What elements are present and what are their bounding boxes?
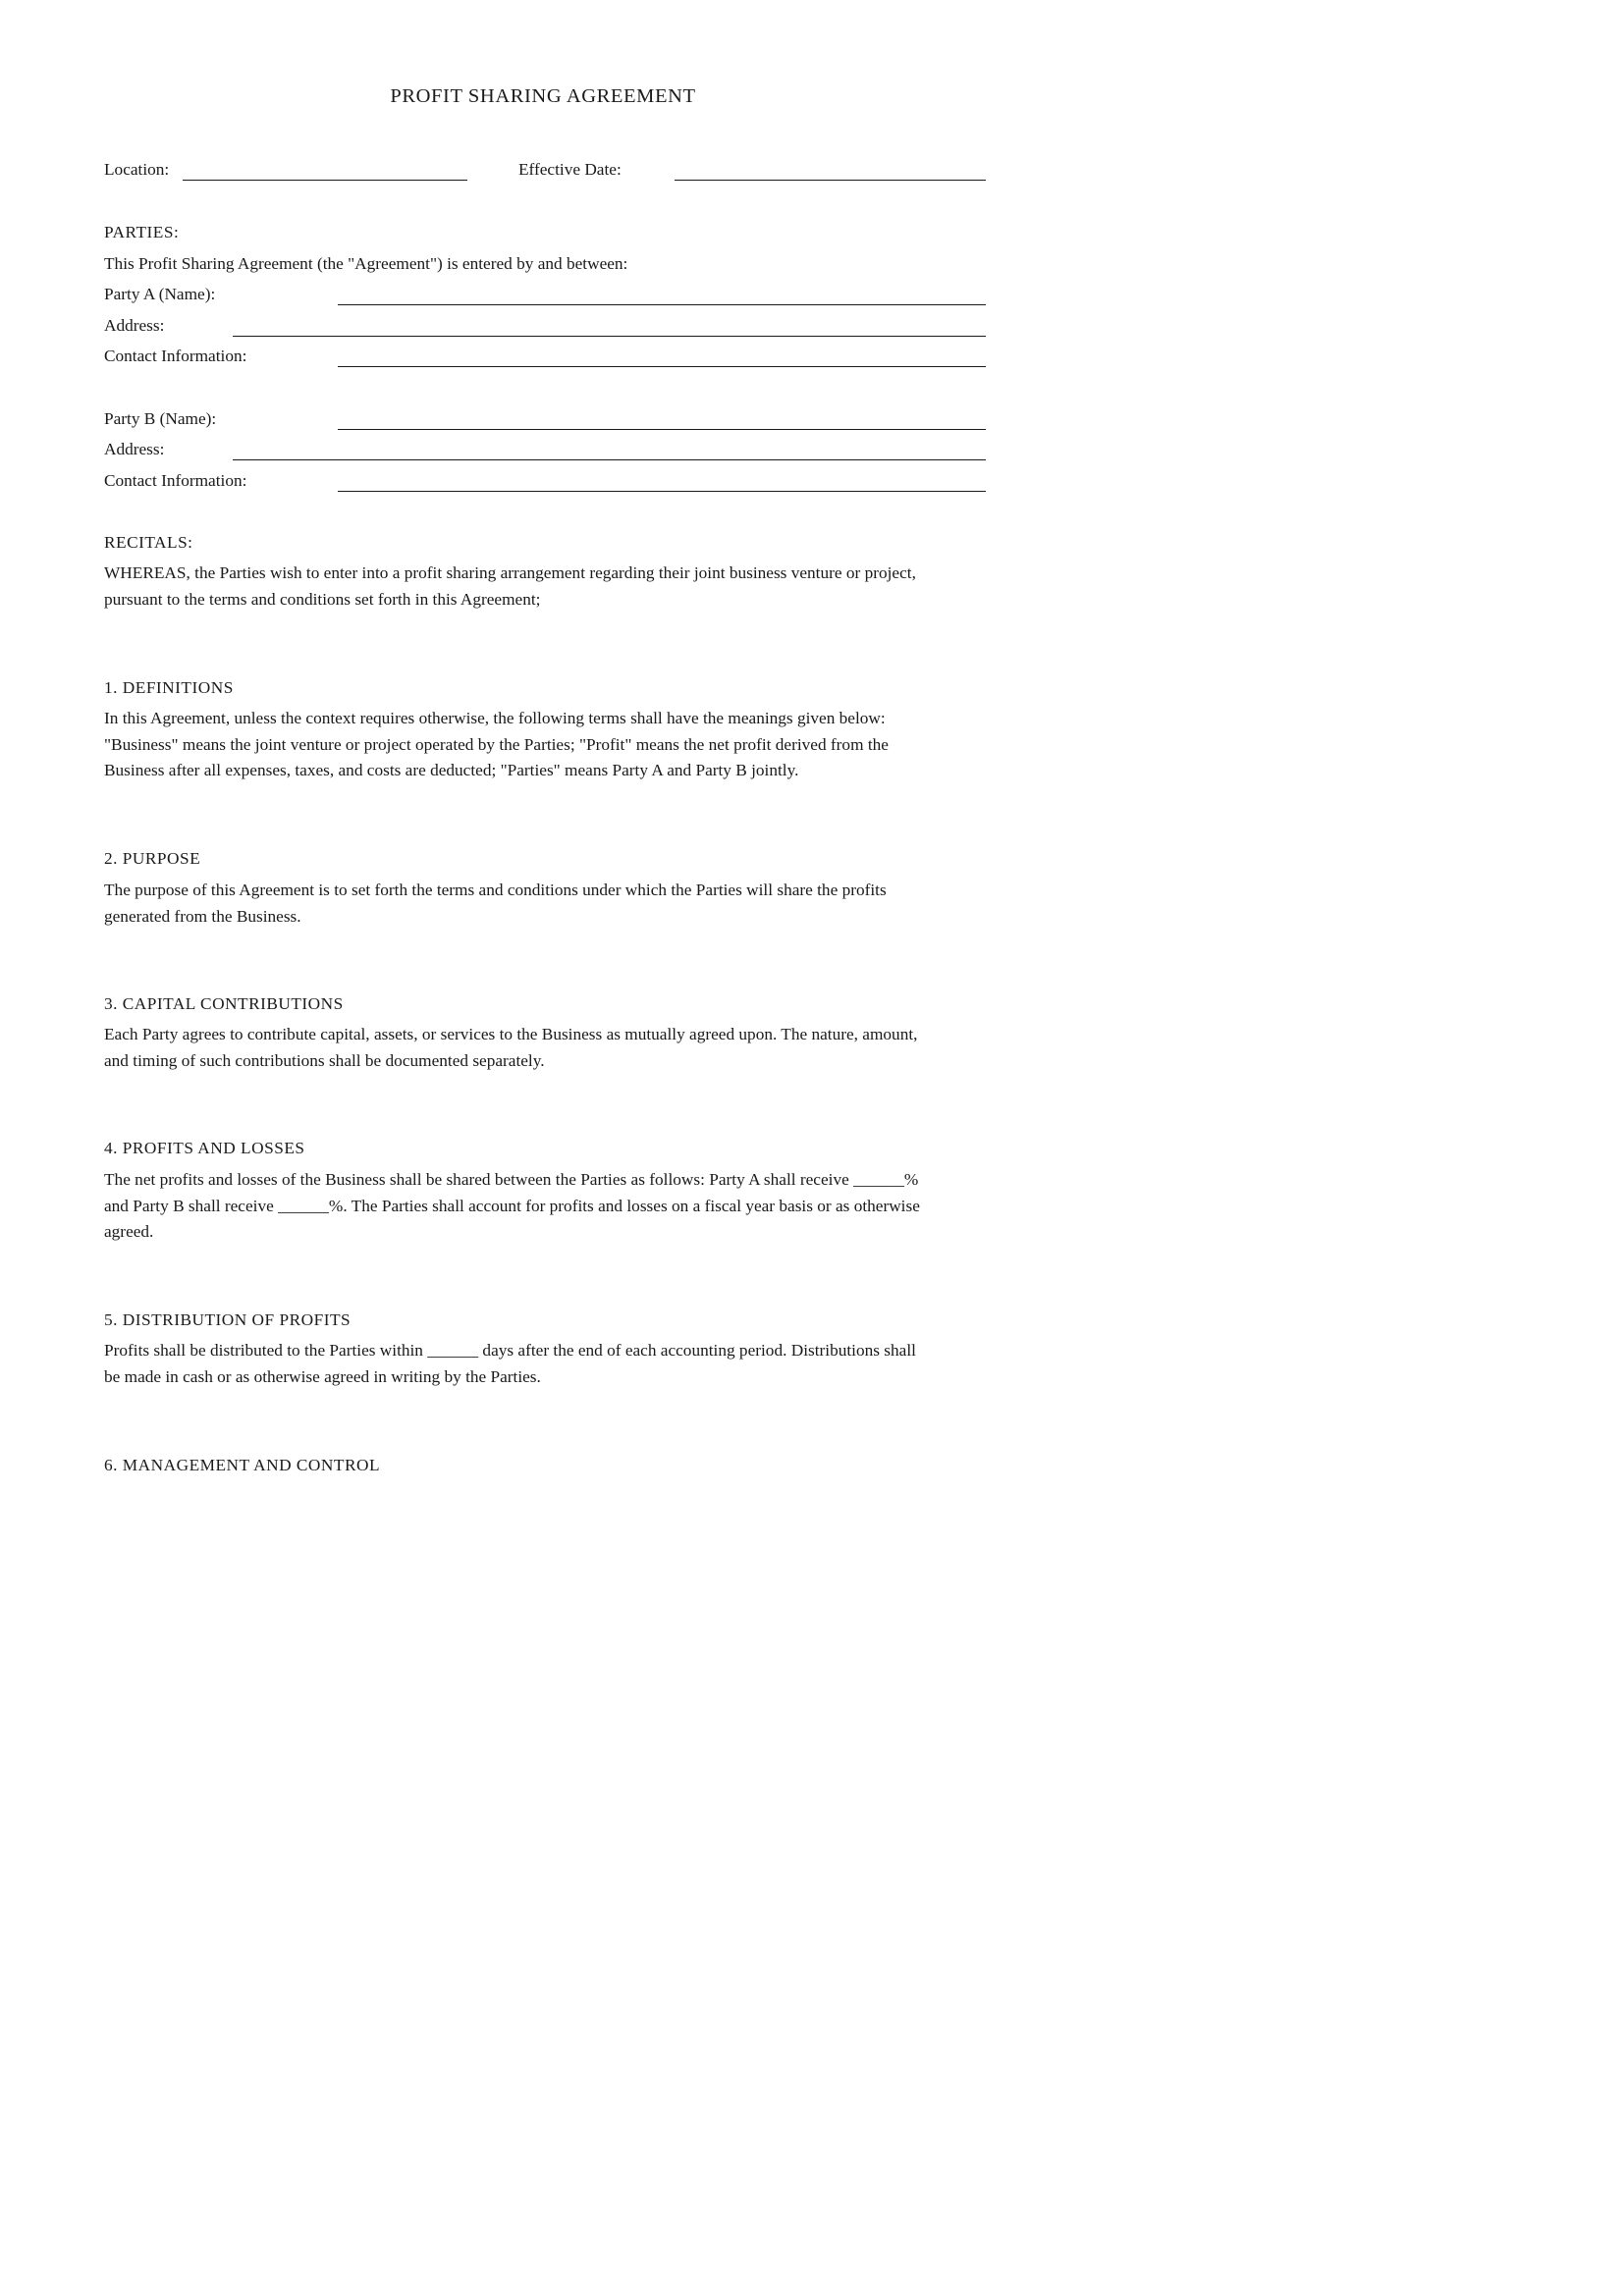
party-b-contact-label: Contact Information: <box>104 471 247 490</box>
location-label: Location: <box>104 160 170 179</box>
section-line: The purpose of this Agreement is to set forth the terms and conditions under which the Parties will share the profits <box>104 881 887 899</box>
section-line: and Party B shall receive ______%. The Parties shall account for profits and losses on a fiscal year basis or as otherwise <box>104 1196 920 1215</box>
section-line: and timing of such contributions shall be documented separately. <box>104 1050 545 1070</box>
effective-date-field-line[interactable] <box>675 180 986 181</box>
party-b-name-label: Party B (Name): <box>104 409 217 428</box>
section-definitions-body <box>104 706 988 784</box>
section-purpose-body <box>104 878 988 930</box>
section-line: Each Party agrees to contribute capital, assets, or services to the Business as mutually agreed upon. The nature, amount, <box>104 1025 918 1043</box>
section-distribution-heading: 5. DISTRIBUTION OF PROFITS <box>104 1310 352 1329</box>
section-capital-contributions-body <box>104 1022 988 1074</box>
party-b-address-field-line[interactable] <box>233 459 986 460</box>
party-a-name-label: Party A (Name): <box>104 285 216 303</box>
section-line: Business after all expenses, taxes, and costs are deducted; "Parties" means Party A and Party B jointly. <box>104 761 799 779</box>
section-distribution-body <box>104 1338 988 1390</box>
section-line: agreed. <box>104 1222 154 1241</box>
party-a-contact-label: Contact Information: <box>104 347 247 365</box>
section-management-heading: 6. MANAGEMENT AND CONTROL <box>104 1456 381 1474</box>
party-a-address-field-line[interactable] <box>233 336 986 337</box>
section-purpose-heading: 2. PURPOSE <box>104 849 201 868</box>
recitals-line: WHEREAS, the Parties wish to enter into a profit sharing arrangement regarding their joint business venture or project, <box>104 563 916 582</box>
party-a-contact-field-line[interactable] <box>338 366 986 367</box>
section-definitions-heading: 1. DEFINITIONS <box>104 678 234 697</box>
section-line: In this Agreement, unless the context requires otherwise, the following terms shall have the meanings given below: <box>104 709 886 727</box>
effective-date-label: Effective Date: <box>518 160 622 179</box>
party-b-name-field-line[interactable] <box>338 429 986 430</box>
party-a-address-label: Address: <box>104 316 165 335</box>
party-b-contact-field-line[interactable] <box>338 491 986 492</box>
location-field-line[interactable] <box>183 180 467 181</box>
section-line: Profits shall be distributed to the Parties within ______ days after the end of each accounting period. Distributions shall <box>104 1341 916 1360</box>
section-line: The net profits and losses of the Business shall be shared between the Parties as follows: Party A shall receive ______% <box>104 1170 919 1189</box>
section-line: be made in cash or as otherwise agreed in writing by the Parties. <box>104 1366 541 1386</box>
section-line: "Business" means the joint venture or project operated by the Parties; "Profit" means the net profit derived from the <box>104 734 889 754</box>
party-a-name-field-line[interactable] <box>338 304 986 305</box>
section-capital-contributions-heading: 3. CAPITAL CONTRIBUTIONS <box>104 994 344 1013</box>
recitals-line: pursuant to the terms and conditions set forth in this Agreement; <box>104 589 541 609</box>
recitals-body <box>104 561 988 613</box>
section-profits-losses-body <box>104 1167 988 1246</box>
recitals-heading: RECITALS: <box>104 533 193 552</box>
parties-intro: This Profit Sharing Agreement (the "Agreement") is entered by and between: <box>104 254 628 273</box>
section-line: generated from the Business. <box>104 906 301 926</box>
party-b-address-label: Address: <box>104 440 165 458</box>
parties-heading: PARTIES: <box>104 223 180 241</box>
document-title: PROFIT SHARING AGREEMENT <box>390 85 696 107</box>
section-profits-losses-heading: 4. PROFITS AND LOSSES <box>104 1139 305 1157</box>
